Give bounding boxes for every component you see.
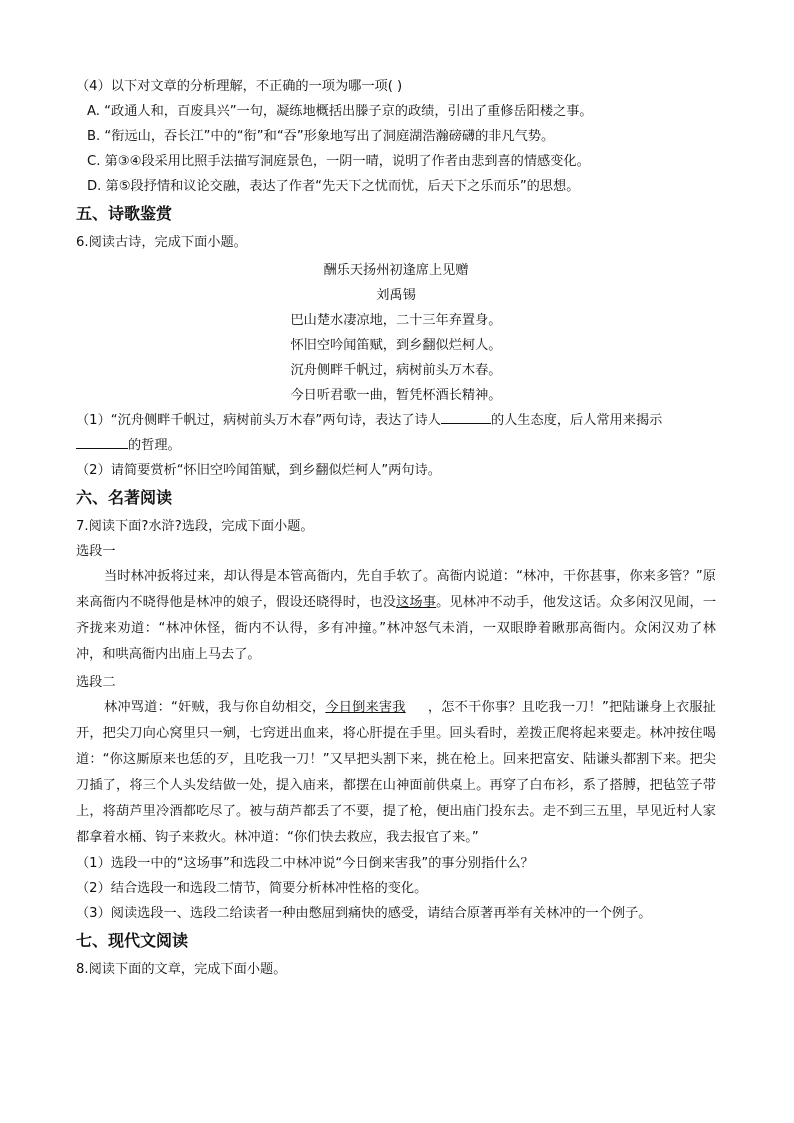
excerpt-1-label: 选段一: [76, 544, 116, 559]
excerpt-2-underlined: 今日倒来害我: [325, 700, 406, 715]
poem-title: 酬乐天扬州初逢席上见赠: [323, 263, 469, 278]
question-6-1-text-c: 的哲理。: [128, 438, 181, 453]
option-c: C. 第③④段采用比照手法描写洞庭景色，一阴一晴，说明了作者由悲到喜的情感变化。: [87, 154, 590, 169]
excerpt-2-text-b: ，怎不干你事？且吃我一刀！”把陆谦身上衣服扯开，把尖刀向心窝里只一剜，七窍迸出血来，将心肝提在手里。回头看时，差拨正爬将起来要走。林冲按住喝道：“你这厮原来也恁的歹，且吃我一刀！”又早把头割下来，挑在枪上。回来把富安、陆谦头都割下来。把尖刀插了，将三个人头发结做一处，提入庙来，都摆在山神面前供桌上。再穿了白布衫，系了搭膊，把毡笠子带上，将葫芦里冷酒都吃尽了。被与葫芦都丢了不要，提了枪，便出庙门投东去。走不到三五里，早见近村人家都拿着水桶、钩子来救火。林冲道：“你们快去救应，我去报官了来。”: [76, 700, 716, 845]
excerpt-1-text-a: 当时林冲扳将过来，却认得是本管高衙内，先自手软了。高衙内说道：“林冲，干你甚事，你来多管？”原来高衙内不晓得他是林冲的娘子，假设还晓得时，也没: [76, 569, 716, 610]
section-7-heading: 七、现代文阅读: [76, 931, 189, 950]
poem-line: 怀旧空吟闻笛赋，到乡翻似烂柯人。: [290, 338, 502, 353]
option-a: A. “政通人和，百废具兴”一句，凝练地概括出滕子京的政绩，引出了重修岳阳楼之事。: [87, 104, 593, 119]
question-8-intro: 8.阅读下面的文章，完成下面小题。: [76, 962, 287, 977]
question-6-intro: 6.阅读古诗，完成下面小题。: [76, 235, 247, 250]
fill-blank-1[interactable]: [441, 410, 491, 424]
question-6-2: （2）请简要赏析“怀旧空吟闻笛赋，到乡翻似烂柯人”两句诗。: [76, 463, 441, 478]
question-4-stem: （4）以下对文章的分析理解，不正确的一项为哪一项( ): [76, 79, 403, 94]
question-6-1-continued: [76, 433, 716, 458]
question-6-1: [76, 408, 716, 433]
question-7-2: （2）结合选段一和选段二情节，简要分析林冲性格的变化。: [76, 881, 428, 896]
option-d: D. 第⑤段抒情和议论交融，表达了作者“先天下之忧而忧，后天下之乐而乐”的思想。: [87, 179, 580, 194]
excerpt-2-label: 选段二: [76, 675, 116, 690]
section-6-heading: 六、名著阅读: [76, 488, 173, 507]
poem-line: 今日听君歌一曲，暂凭杯酒长精神。: [290, 388, 502, 403]
excerpt-1-text-b: 。见林冲不动手，他发这话。众多闲汉见闹，一齐拢来劝道：“林冲休怪，衙内不认得，多有冲撞。”林冲怒气未消，一双眼睁着瞅那高衙内。众闲汉劝了林冲，和哄高衙内出庙上马去了。: [76, 595, 717, 662]
exam-page: [76, 74, 716, 982]
question-7-intro: 7.阅读下面?水浒?选段，完成下面小题。: [76, 519, 314, 534]
poem-line: 巴山楚水凄凉地，二十三年弃置身。: [290, 313, 502, 328]
excerpt-1-underlined: 这场事: [396, 595, 437, 610]
section-5-heading: 五、诗歌鉴赏: [76, 204, 173, 223]
question-7-3: （3）阅读选段一、选段二给读者一种由憋屈到痛快的感受，请结合原著再举有关林冲的一个例子。: [76, 906, 652, 921]
poem-line: 沉舟侧畔千帆过，病树前头万木春。: [290, 363, 502, 378]
question-6-1-text-a: （1）“沉舟侧畔千帆过，病树前头万木春”两句诗，表达了诗人: [76, 413, 441, 428]
excerpt-1-text: [76, 564, 716, 668]
excerpt-2-text: [76, 695, 716, 851]
option-b: B. “衔远山，吞长江”中的“衔”和“吞”形象地写出了洞庭湖浩瀚磅礴的非凡气势。: [87, 129, 555, 144]
fill-blank-2[interactable]: [76, 435, 128, 449]
question-7-1: （1）选段一中的“这场事”和选段二中林冲说“今日倒来害我”的事分别指什么？: [76, 856, 534, 871]
question-6-1-text-b: 的人生态度，后人常用来揭示: [490, 413, 663, 428]
excerpt-2-text-a: 林冲骂道：“奸贼，我与你自幼相交，: [104, 700, 326, 715]
poem-author: 刘禹锡: [376, 288, 416, 303]
